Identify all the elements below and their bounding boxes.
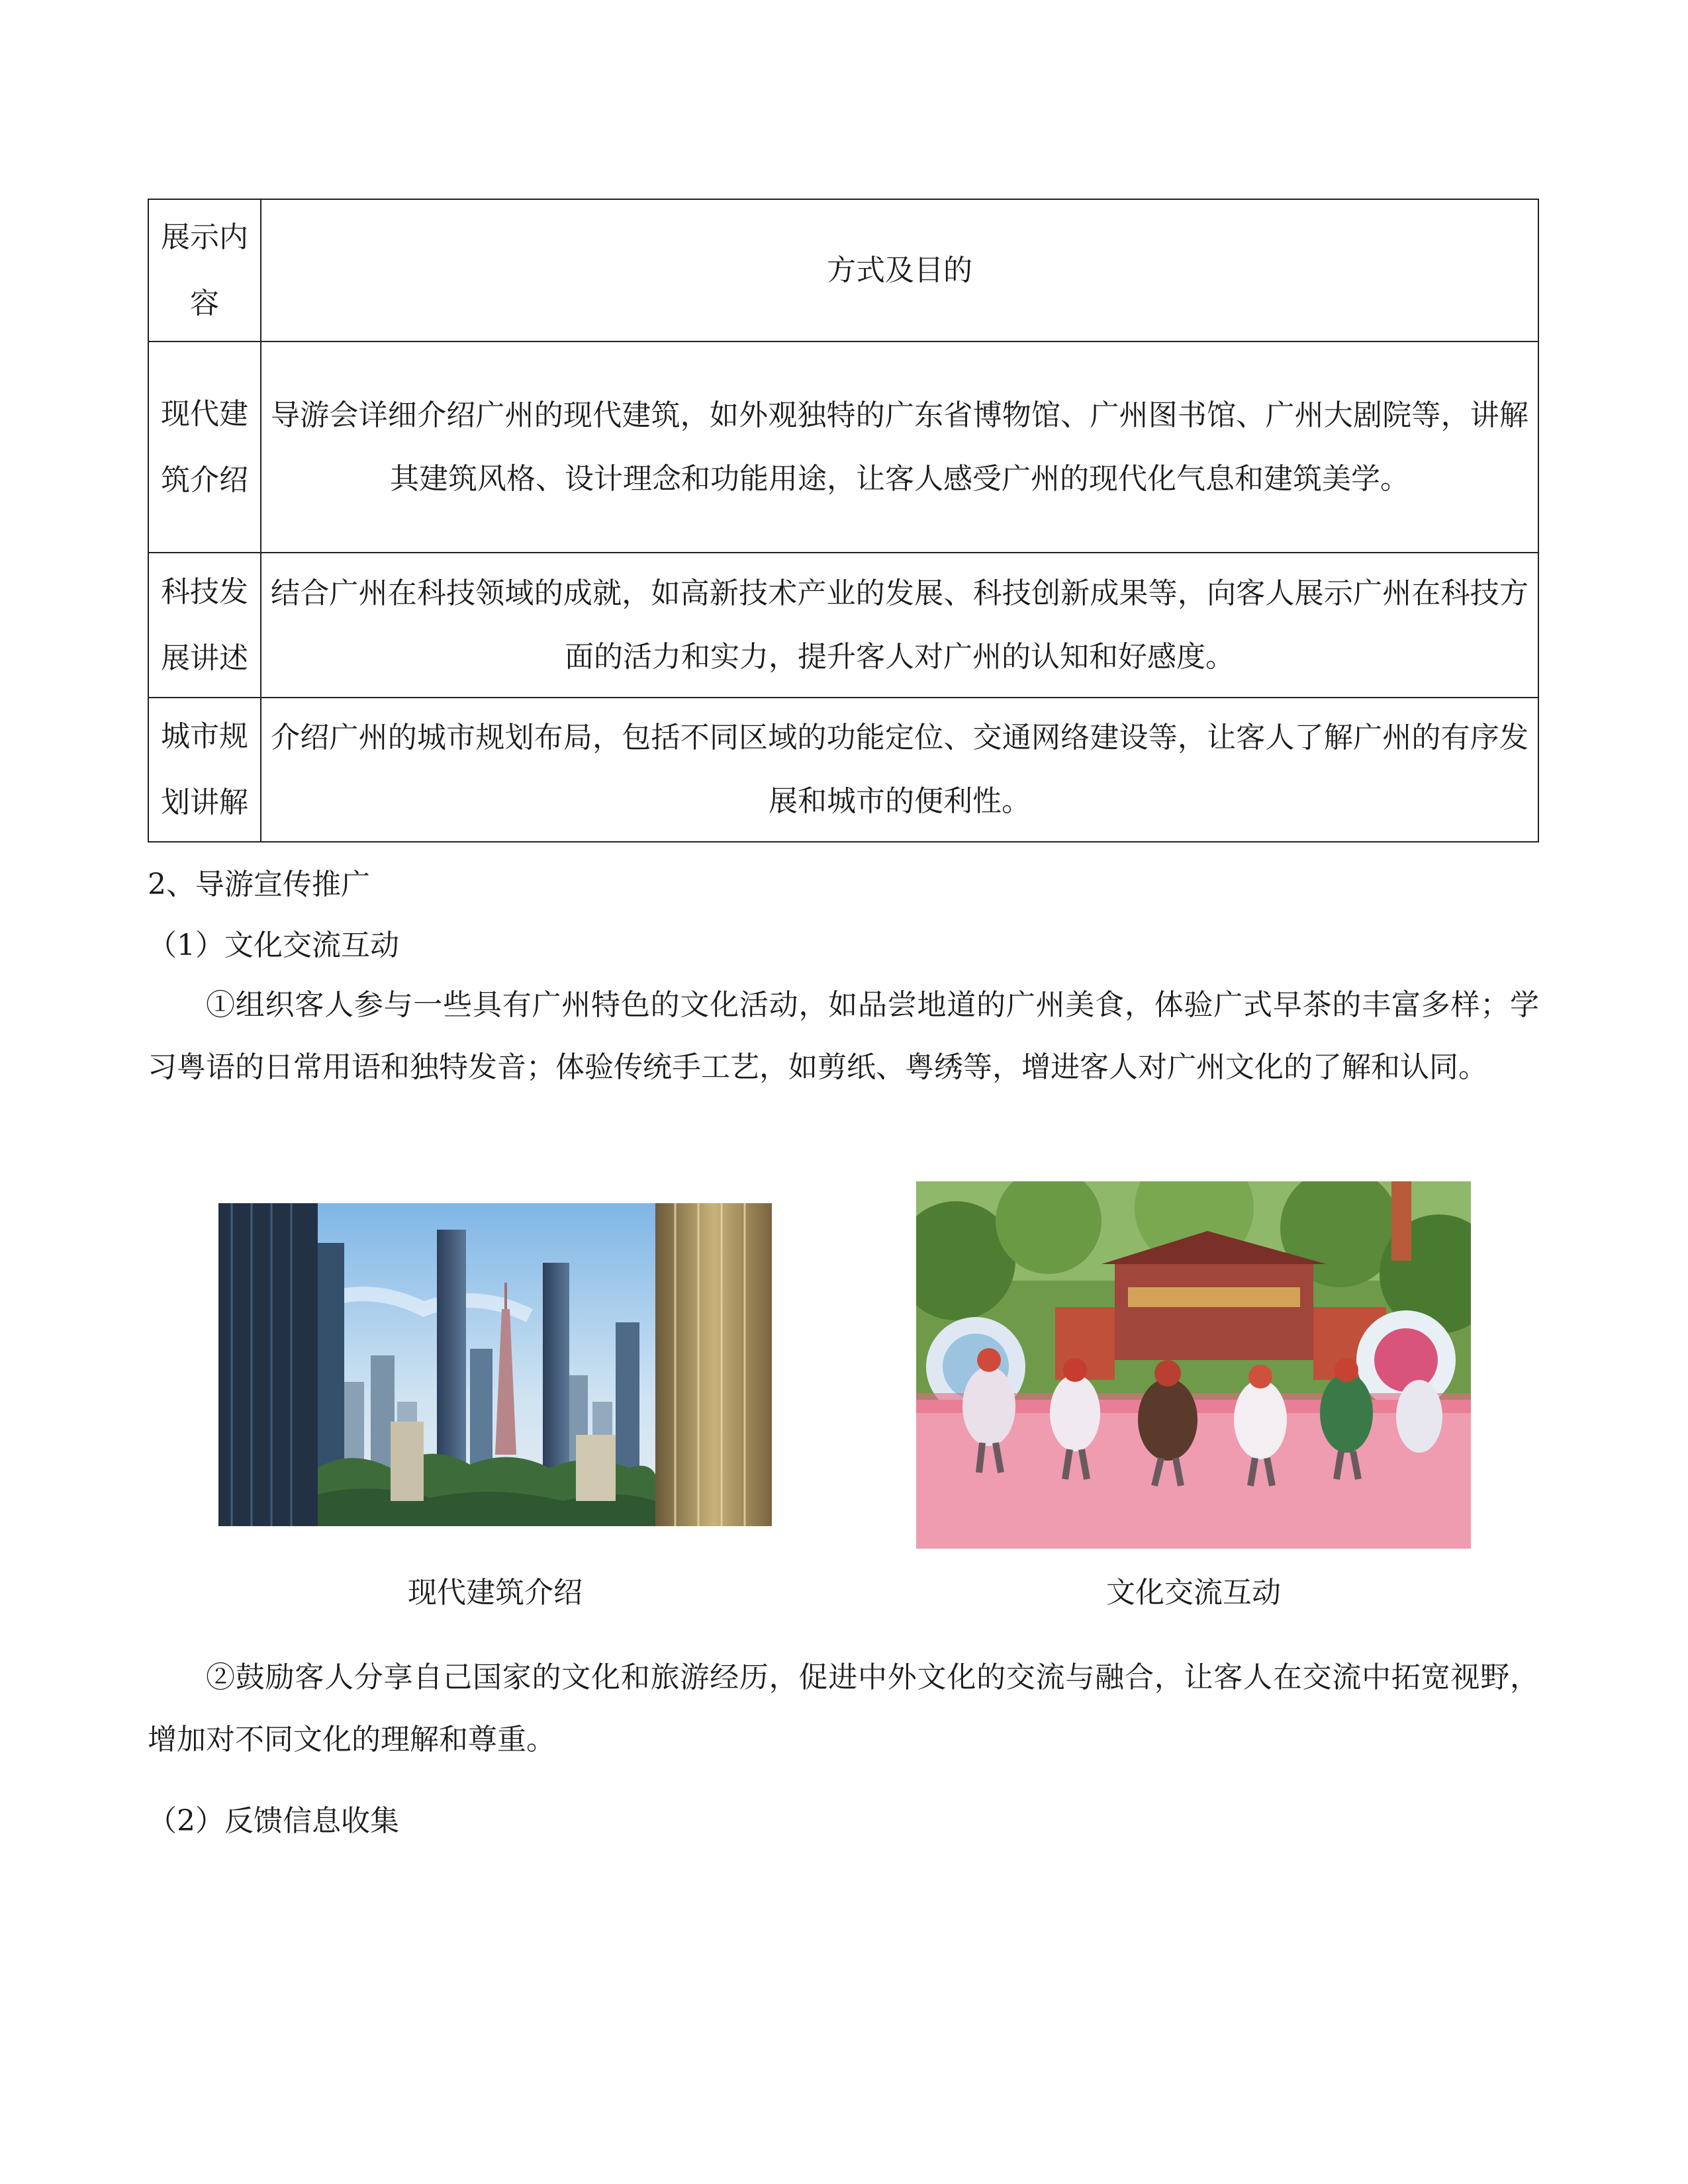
- paragraph-cultural-exchange: ②鼓励客人分享自己国家的文化和旅游经历，促进中外文化的交流与融合，让客人在交流中拓宽视野，增加对不同文化的理解和尊重。: [148, 1661, 1539, 1756]
- section-heading: 2、导游宣传推广: [148, 868, 370, 901]
- table-row: [148, 553, 1538, 698]
- row-content: 结合广州在科技领域的成就，如高新技术产业的发展、科技创新成果等，向客人展示广州在科技方面的活力和实力，提升客人对广州的认知和好感度。: [261, 553, 1538, 698]
- caption-cultural-exchange: 文化交流互动: [1106, 1576, 1281, 1610]
- info-table: [148, 199, 1539, 842]
- row-label: 现代建筑介绍: [148, 341, 261, 553]
- cultural-performance-photo: [916, 1181, 1471, 1549]
- subsection-heading-feedback: （2）反馈信息收集: [148, 1804, 399, 1838]
- row-label: 城市规划讲解: [148, 698, 261, 842]
- row-content: 介绍广州的城市规划布局，包括不同区域的功能定位、交通网络建设等，让客人了解广州的有序发展和城市的便利性。: [261, 698, 1538, 842]
- header-cell-content-type: 展示内容: [148, 199, 261, 341]
- caption-modern-architecture: 现代建筑介绍: [408, 1576, 583, 1610]
- header-cell-method: 方式及目的: [261, 199, 1538, 341]
- subsection-heading-culture: （1）文化交流互动: [148, 929, 399, 962]
- modern-architecture-photo: [218, 1203, 772, 1526]
- row-label: 科技发展讲述: [148, 553, 261, 698]
- table-header-row: [148, 199, 1538, 341]
- paragraph-culture-activities: ①组织客人参与一些具有广州特色的文化活动，如品尝地道的广州美食，体验广式早茶的丰富多样；学习粤语的日常用语和独特发音；体验传统手工艺，如剪纸、粤绣等，增进客人对广州文化的了解和认同。: [148, 988, 1539, 1084]
- table-row: [148, 698, 1538, 842]
- row-content: 导游会详细介绍广州的现代建筑，如外观独特的广东省博物馆、广州图书馆、广州大剧院等，讲解其建筑风格、设计理念和功能用途，让客人感受广州的现代化气息和建筑美学。: [261, 341, 1538, 553]
- table-row: [148, 341, 1538, 553]
